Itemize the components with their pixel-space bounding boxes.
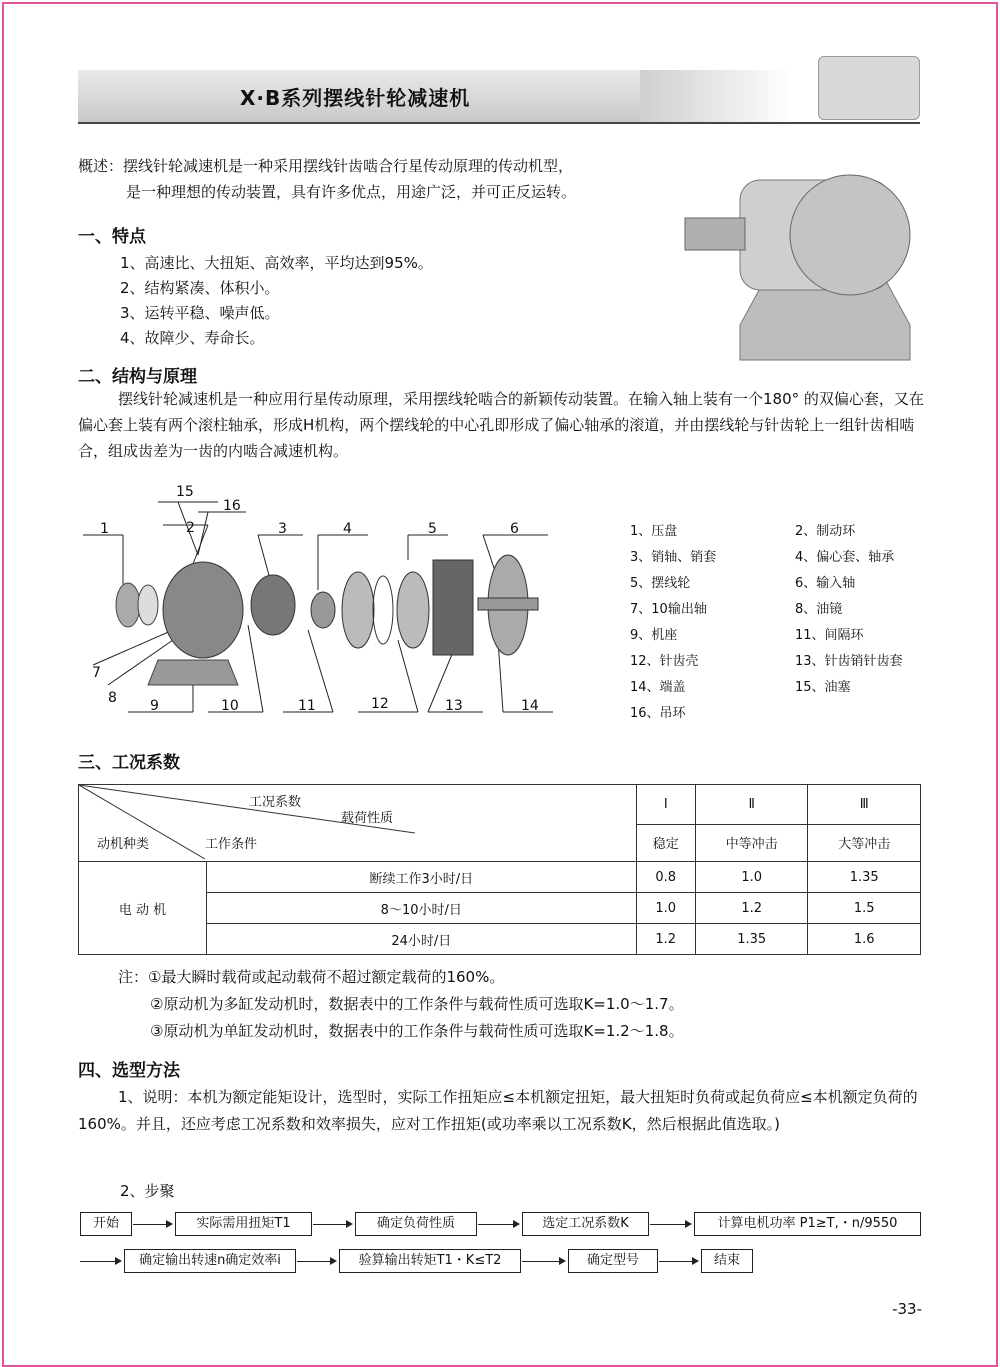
overview-line2: 是一种理想的传动装置，具有许多优点，用途广泛，并可正反运转。: [126, 183, 577, 201]
part-bearing: [311, 592, 335, 628]
part-brake-ring: [138, 585, 158, 625]
flow-step: 选定工况系数K: [522, 1212, 649, 1236]
cell: 1.2: [636, 924, 695, 955]
overview-line1: 概述：摆线针轮减速机是一种采用摆线针齿啮合行星传动原理的传动机型，: [78, 157, 574, 175]
diagram-label-8: 8: [108, 690, 117, 706]
flow-arrow: [80, 1261, 120, 1262]
part-item: 13、针齿销针齿套: [795, 654, 903, 669]
diag-work-label: 工作条件: [205, 837, 258, 852]
diag-top-label: 工况系数: [249, 795, 302, 810]
diagram-label-10: 10: [221, 698, 239, 714]
part-item: 6、输入轴: [795, 576, 856, 591]
part-item: 14、端盖: [630, 680, 686, 695]
diagram-label-13: 13: [445, 698, 463, 714]
part-pin-housing: [433, 560, 473, 655]
part-item: 5、摆线轮: [630, 576, 691, 591]
part-cycloid-1: [342, 572, 374, 648]
part-item: 2、制动环: [795, 524, 856, 539]
exploded-diagram: [78, 480, 558, 720]
col-1: Ⅰ: [636, 785, 695, 825]
flow-step: 确定型号: [568, 1249, 658, 1273]
cell: 1.2: [695, 893, 808, 924]
load-3: 大等冲击: [808, 824, 921, 861]
note-2: ②原动机为多缸发动机时，数据表中的工作条件与载荷性质可选取K=1.0～1.7。: [150, 995, 684, 1013]
structure-heading: 二、结构与原理: [78, 367, 197, 387]
cond: 断续工作3小时/日: [207, 862, 637, 893]
diagram-label-11: 11: [298, 698, 316, 714]
part-item: 1、压盘: [630, 524, 678, 539]
table-diagonal-header: [79, 785, 637, 862]
part-disc: [116, 583, 140, 627]
diagram-label-6: 6: [510, 521, 519, 537]
part-base: [148, 660, 238, 685]
flow-arrow: [478, 1224, 518, 1225]
diagram-label-4: 4: [343, 521, 352, 537]
feature-item-1: 1、高速比、大扭矩、高效率，平均达到95%。: [120, 254, 433, 272]
part-item: 3、销轴、销套: [630, 550, 717, 565]
diagram-label-3: 3: [278, 521, 287, 537]
feature-item-4: 4、故障少、寿命长。: [120, 329, 265, 347]
note-3: ③原动机为单缸发动机时，数据表中的工作条件与载荷性质可选取K=1.2～1.8。: [150, 1022, 684, 1040]
part-item: 11、间隔环: [795, 628, 864, 643]
cond: 24小时/日: [207, 924, 637, 955]
flow-step: 验算输出转矩T1・K≤T2: [339, 1249, 521, 1273]
page-number: -33-: [892, 1300, 922, 1318]
part-spacer: [373, 576, 393, 644]
part-cycloid-2: [397, 572, 429, 648]
flow-step-end: 结束: [701, 1249, 753, 1273]
structure-text: 摆线针轮减速机是一种应用行星传动原理，采用摆线轮啮合的新颖传动装置。在输入轴上装有一个180° 的双偏心套，又在偏心套上装有两个滚柱轴承，形成H机构，两个摆线轮的中心孔即形成了偏心轴承的滚道，并由摆线轮与针齿轮上一组针齿相啮合，组成齿差为一齿的内啮合减速机构。: [78, 390, 924, 460]
reducer-photo: [680, 150, 920, 365]
diagram-label-14: 14: [521, 698, 539, 714]
flow-step: 计算电机功率 P1≥T,・n/9550: [694, 1212, 921, 1236]
flow-arrow: [650, 1224, 690, 1225]
page-title: X·B系列摆线针轮减速机: [240, 86, 471, 110]
diag-left-label: 动机种类: [97, 837, 150, 852]
diagram-label-9: 9: [150, 698, 159, 714]
feature-item-2: 2、结构紧凑、体积小。: [120, 279, 280, 297]
flow-arrow: [133, 1224, 171, 1225]
flow-step-start: 开始: [80, 1212, 132, 1236]
diagram-label-1: 1: [100, 521, 109, 537]
diagram-label-2: 2: [186, 520, 195, 536]
load-1: 稳定: [636, 824, 695, 861]
part-item: 4、偏心套、轴承: [795, 550, 895, 565]
part-housing: [163, 562, 243, 658]
flow-arrow: [659, 1261, 697, 1262]
note-1: 注：①最大瞬时载荷或起动载荷不超过额定载荷的160%。: [118, 968, 505, 986]
selection-heading: 四、选型方法: [78, 1061, 180, 1081]
cell: 1.0: [695, 862, 808, 893]
table-row: [79, 862, 921, 893]
flow-step: 确定输出转速n确定效率i: [124, 1249, 296, 1273]
flow-arrow: [313, 1224, 351, 1225]
small-reducer-image: [818, 56, 920, 120]
cond: 8～10小时/日: [207, 893, 637, 924]
cell: 1.35: [808, 862, 921, 893]
service-factor-table: [78, 784, 921, 955]
part-pins: [251, 575, 295, 635]
part-item: 15、油塞: [795, 680, 851, 695]
part-item: 12、针齿壳: [630, 654, 699, 669]
col-2: Ⅱ: [695, 785, 808, 825]
part-input-shaft: [478, 598, 538, 610]
diag-mid-label: 载荷性质: [341, 811, 394, 826]
flow-arrow: [522, 1261, 564, 1262]
feature-item-3: 3、运转平稳、噪声低。: [120, 304, 280, 322]
cell: 1.0: [636, 893, 695, 924]
cell: 1.5: [808, 893, 921, 924]
diagram-label-7: 7: [92, 665, 101, 681]
part-item: 16、吊环: [630, 706, 686, 721]
part-item: 8、油镜: [795, 602, 843, 617]
flow-step: 实际需用扭矩T1: [175, 1212, 312, 1236]
cell: 1.35: [695, 924, 808, 955]
reducer-shaft: [685, 218, 745, 250]
part-item: 9、机座: [630, 628, 678, 643]
load-2: 中等冲击: [695, 824, 808, 861]
col-3: Ⅲ: [808, 785, 921, 825]
selection-text: 1、说明：本机为额定能矩设计，选型时，实际工作扭矩应≤本机额定扭矩，最大扭矩时负荷或起负荷应≤本机额定负荷的160%。并且，还应考虑工况系数和效率损失，应对工作扭矩(或功率乘以工况系数K，然后根据此值选取。): [78, 1088, 918, 1133]
steps-heading: 2、步聚: [120, 1182, 175, 1200]
motor-type: 电 动 机: [79, 862, 207, 955]
diagram-label-12: 12: [371, 696, 389, 712]
flow-step: 确定负荷性质: [355, 1212, 477, 1236]
flow-arrow: [297, 1261, 335, 1262]
features-heading: 一、特点: [78, 227, 146, 247]
diagram-label-16: 16: [223, 498, 241, 514]
cell: 1.6: [808, 924, 921, 955]
diagram-label-15: 15: [176, 484, 194, 500]
cell: 0.8: [636, 862, 695, 893]
reducer-flange: [790, 175, 910, 295]
service-heading: 三、工况系数: [78, 753, 180, 773]
part-item: 7、10输出轴: [630, 602, 707, 617]
diagram-label-5: 5: [428, 521, 437, 537]
